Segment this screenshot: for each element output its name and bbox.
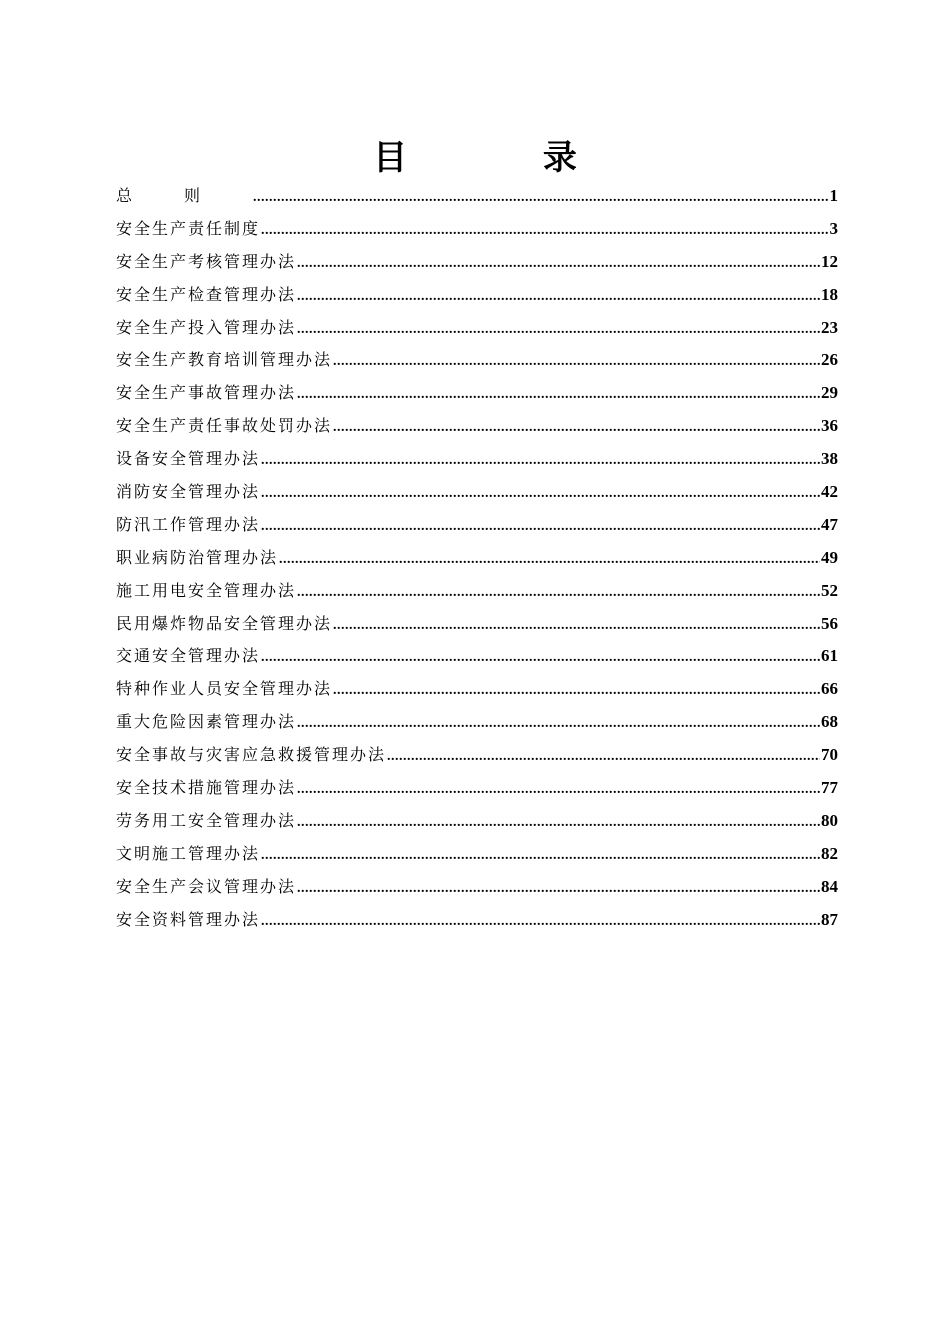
toc-entry-label: 安全生产投入管理办法 [116,317,297,337]
toc-dot-leader [297,807,820,840]
toc-dot-leader [261,478,820,511]
toc-entry-label: 总则 [116,186,253,205]
toc-entry[interactable] [116,871,838,904]
toc-entry-page: 23 [821,317,838,337]
toc-entry-label: 安全生产教育培训管理办法 [116,350,333,370]
toc-entry-label: 设备安全管理办法 [116,449,261,469]
toc-entry[interactable] [116,180,838,213]
toc-entry-label: 安全事故与灾害应急救援管理办法 [116,745,387,765]
toc-entry-label: 安全生产事故管理办法 [116,383,297,403]
toc-entry-page: 3 [829,218,838,238]
toc-entry-page: 66 [821,679,838,699]
toc-entry[interactable] [116,673,838,706]
toc-dot-leader [261,840,820,873]
toc-entry-page: 70 [821,745,838,765]
toc-entry-label: 防汛工作管理办法 [116,514,261,534]
toc-entry[interactable] [116,542,838,575]
toc-entry-page: 29 [821,383,838,403]
toc-dot-leader [297,577,820,610]
toc-dot-leader [333,675,820,708]
toc-entry-label: 安全生产责任事故处罚办法 [116,416,333,436]
toc-dot-leader [261,906,820,939]
toc-entry-page: 12 [821,251,838,271]
toc-entry[interactable] [116,904,838,937]
toc-entry-label: 民用爆炸物品安全管理办法 [116,613,333,633]
toc-entry[interactable] [116,246,838,279]
toc-entry[interactable] [116,377,838,410]
toc-entry[interactable] [116,344,838,377]
toc-entry[interactable] [116,476,838,509]
toc-entry-page: 49 [821,547,838,567]
toc-entry-label: 劳务用工安全管理办法 [116,810,297,830]
toc-entry-page: 36 [821,416,838,436]
toc-dot-leader [297,873,820,906]
toc-entry-label: 安全生产检查管理办法 [116,284,297,304]
toc-entry[interactable] [116,410,838,443]
toc-entry-page: 52 [821,580,838,600]
toc-entry[interactable] [116,575,838,608]
toc-entry[interactable] [116,279,838,312]
toc-entry-page: 84 [821,876,838,896]
toc-entry[interactable] [116,608,838,641]
toc-entry-page: 26 [821,350,838,370]
toc-entry-page: 18 [821,284,838,304]
toc-entry[interactable] [116,772,838,805]
toc-entry[interactable] [116,838,838,871]
toc-dot-leader [297,314,820,347]
toc-dot-leader [297,774,820,807]
table-of-contents [116,180,838,936]
toc-entry-page: 61 [821,646,838,666]
toc-entry-label: 文明施工管理办法 [116,843,261,863]
toc-dot-leader [333,610,820,643]
toc-entry-label: 安全生产会议管理办法 [116,876,297,896]
toc-entry[interactable] [116,509,838,542]
toc-dot-leader [387,741,820,774]
toc-entry[interactable] [116,312,838,345]
toc-entry[interactable] [116,213,838,246]
toc-entry-page: 77 [821,778,838,798]
toc-dot-leader [279,544,820,577]
toc-entry-page: 38 [821,449,838,469]
toc-dot-leader [297,248,820,281]
toc-dot-leader [297,708,820,741]
toc-entry-label: 安全资料管理办法 [116,909,261,929]
toc-entry[interactable] [116,640,838,673]
toc-dot-leader [261,215,828,248]
toc-dot-leader [261,511,820,544]
toc-entry-label: 交通安全管理办法 [116,646,261,666]
toc-entry-page: 56 [821,613,838,633]
toc-entry-label: 重大危险因素管理办法 [116,712,297,732]
toc-title: 目 录 [373,138,639,178]
toc-dot-leader [253,182,828,215]
toc-entry-label: 职业病防治管理办法 [116,547,279,567]
toc-dot-leader [333,346,820,379]
toc-dot-leader [261,642,820,675]
toc-entry[interactable] [116,443,838,476]
toc-entry-label: 安全生产责任制度 [116,218,261,238]
toc-dot-leader [333,412,820,445]
toc-entry-label: 特种作业人员安全管理办法 [116,679,333,699]
toc-dot-leader [297,281,820,314]
toc-entry-label: 施工用电安全管理办法 [116,580,297,600]
toc-dot-leader [297,379,820,412]
toc-entry[interactable] [116,739,838,772]
toc-dot-leader [261,445,820,478]
toc-entry-label: 安全生产考核管理办法 [116,251,297,271]
toc-entry-page: 47 [821,514,838,534]
toc-entry-page: 82 [821,843,838,863]
toc-entry-page: 1 [829,186,838,205]
toc-entry-label: 安全技术措施管理办法 [116,778,297,798]
toc-entry[interactable] [116,706,838,739]
toc-entry-label: 消防安全管理办法 [116,482,261,502]
toc-entry-page: 42 [821,482,838,502]
toc-entry[interactable] [116,805,838,838]
toc-entry-page: 68 [821,712,838,732]
toc-entry-page: 80 [821,810,838,830]
toc-entry-page: 87 [821,909,838,929]
